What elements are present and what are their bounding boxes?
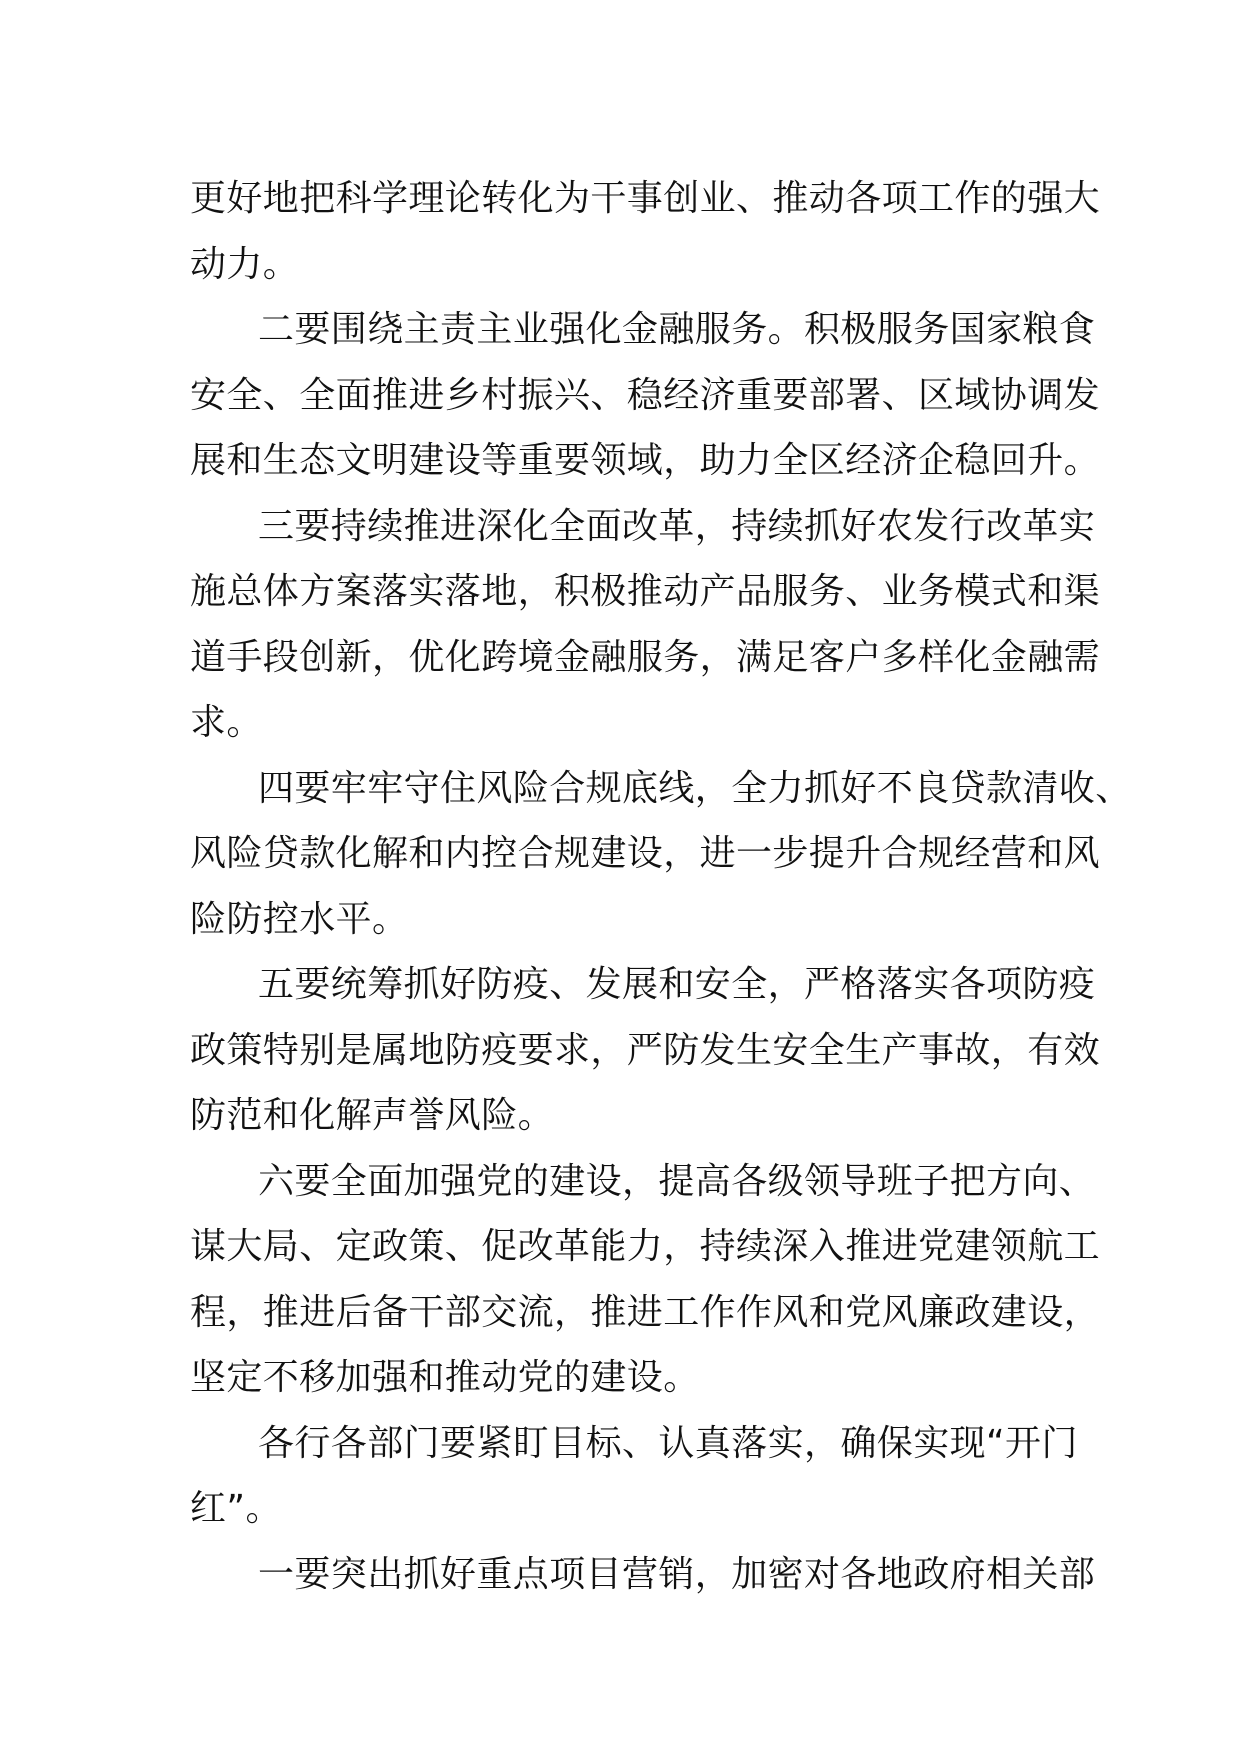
text-line: 险防控水平。 (190, 898, 409, 940)
paragraph-intro-continuation (190, 166, 1101, 297)
text-line: 三要持续推进深化全面改革，持续抓好农发行改革实 (258, 505, 1096, 547)
paragraph-item-5 (190, 952, 1101, 1149)
text-line: 更好地把科学理论转化为干事创业、推动各项工作的强大 (190, 178, 1101, 219)
text-line: 谋大局、定政策、促改革能力，持续深入推进党建领航工 (190, 1226, 1101, 1267)
text-line: 五要统筹抓好防疫、发展和安全，严格落实各项防疫 (258, 964, 1096, 1005)
paragraph-item-2 (190, 297, 1101, 494)
text-line: 二要围绕主责主业强化金融服务。积极服务国家粮食 (258, 309, 1096, 350)
text-line: 道手段创新，优化跨境金融服务，满足客户多样化金融需 (190, 636, 1101, 678)
text-line: 防范和化解声誉风险。 (190, 1095, 555, 1136)
text-line: 求。 (190, 702, 263, 743)
text-line: 动力。 (190, 243, 300, 285)
text-line: 施总体方案落实落地，积极推动产品服务、业务模式和渠 (190, 571, 1101, 612)
text-line: 六要全面加强党的建设，提高各级领导班子把方向、 (258, 1160, 1096, 1202)
text-line: 风险贷款化解和内控合规建设，进一步提升合规经营和风 (190, 833, 1101, 874)
text-line: 四要牢牢守住风险合规底线，全力抓好不良贷款清收、 (258, 767, 1132, 809)
text-line: 展和生态文明建设等重要领域，助力全区经济企稳回升。 (190, 440, 1101, 481)
text-line: 红”。 (190, 1488, 282, 1529)
paragraph-item-1-next (190, 1542, 1096, 1608)
text-line: 程，推进后备干部交流，推进工作作风和党风廉政建设， (190, 1291, 1101, 1333)
text-line: 坚定不移加强和推动党的建设。 (190, 1357, 700, 1398)
paragraph-item-4 (190, 756, 1132, 953)
paragraph-item-3 (190, 494, 1101, 756)
text-line: 一要突出抓好重点项目营销，加密对各地政府相关部 (258, 1553, 1096, 1595)
text-line: 安全、全面推进乡村振兴、稳经济重要部署、区域协调发 (190, 374, 1101, 416)
document-body (190, 166, 1132, 1607)
paragraph-item-6 (190, 1149, 1101, 1411)
text-line: 各行各部门要紧盯目标、认真落实，确保实现“开门 (258, 1422, 1078, 1464)
paragraph-departments (190, 1411, 1078, 1542)
text-line: 政策特别是属地防疫要求，严防发生安全生产事故，有效 (190, 1029, 1101, 1071)
